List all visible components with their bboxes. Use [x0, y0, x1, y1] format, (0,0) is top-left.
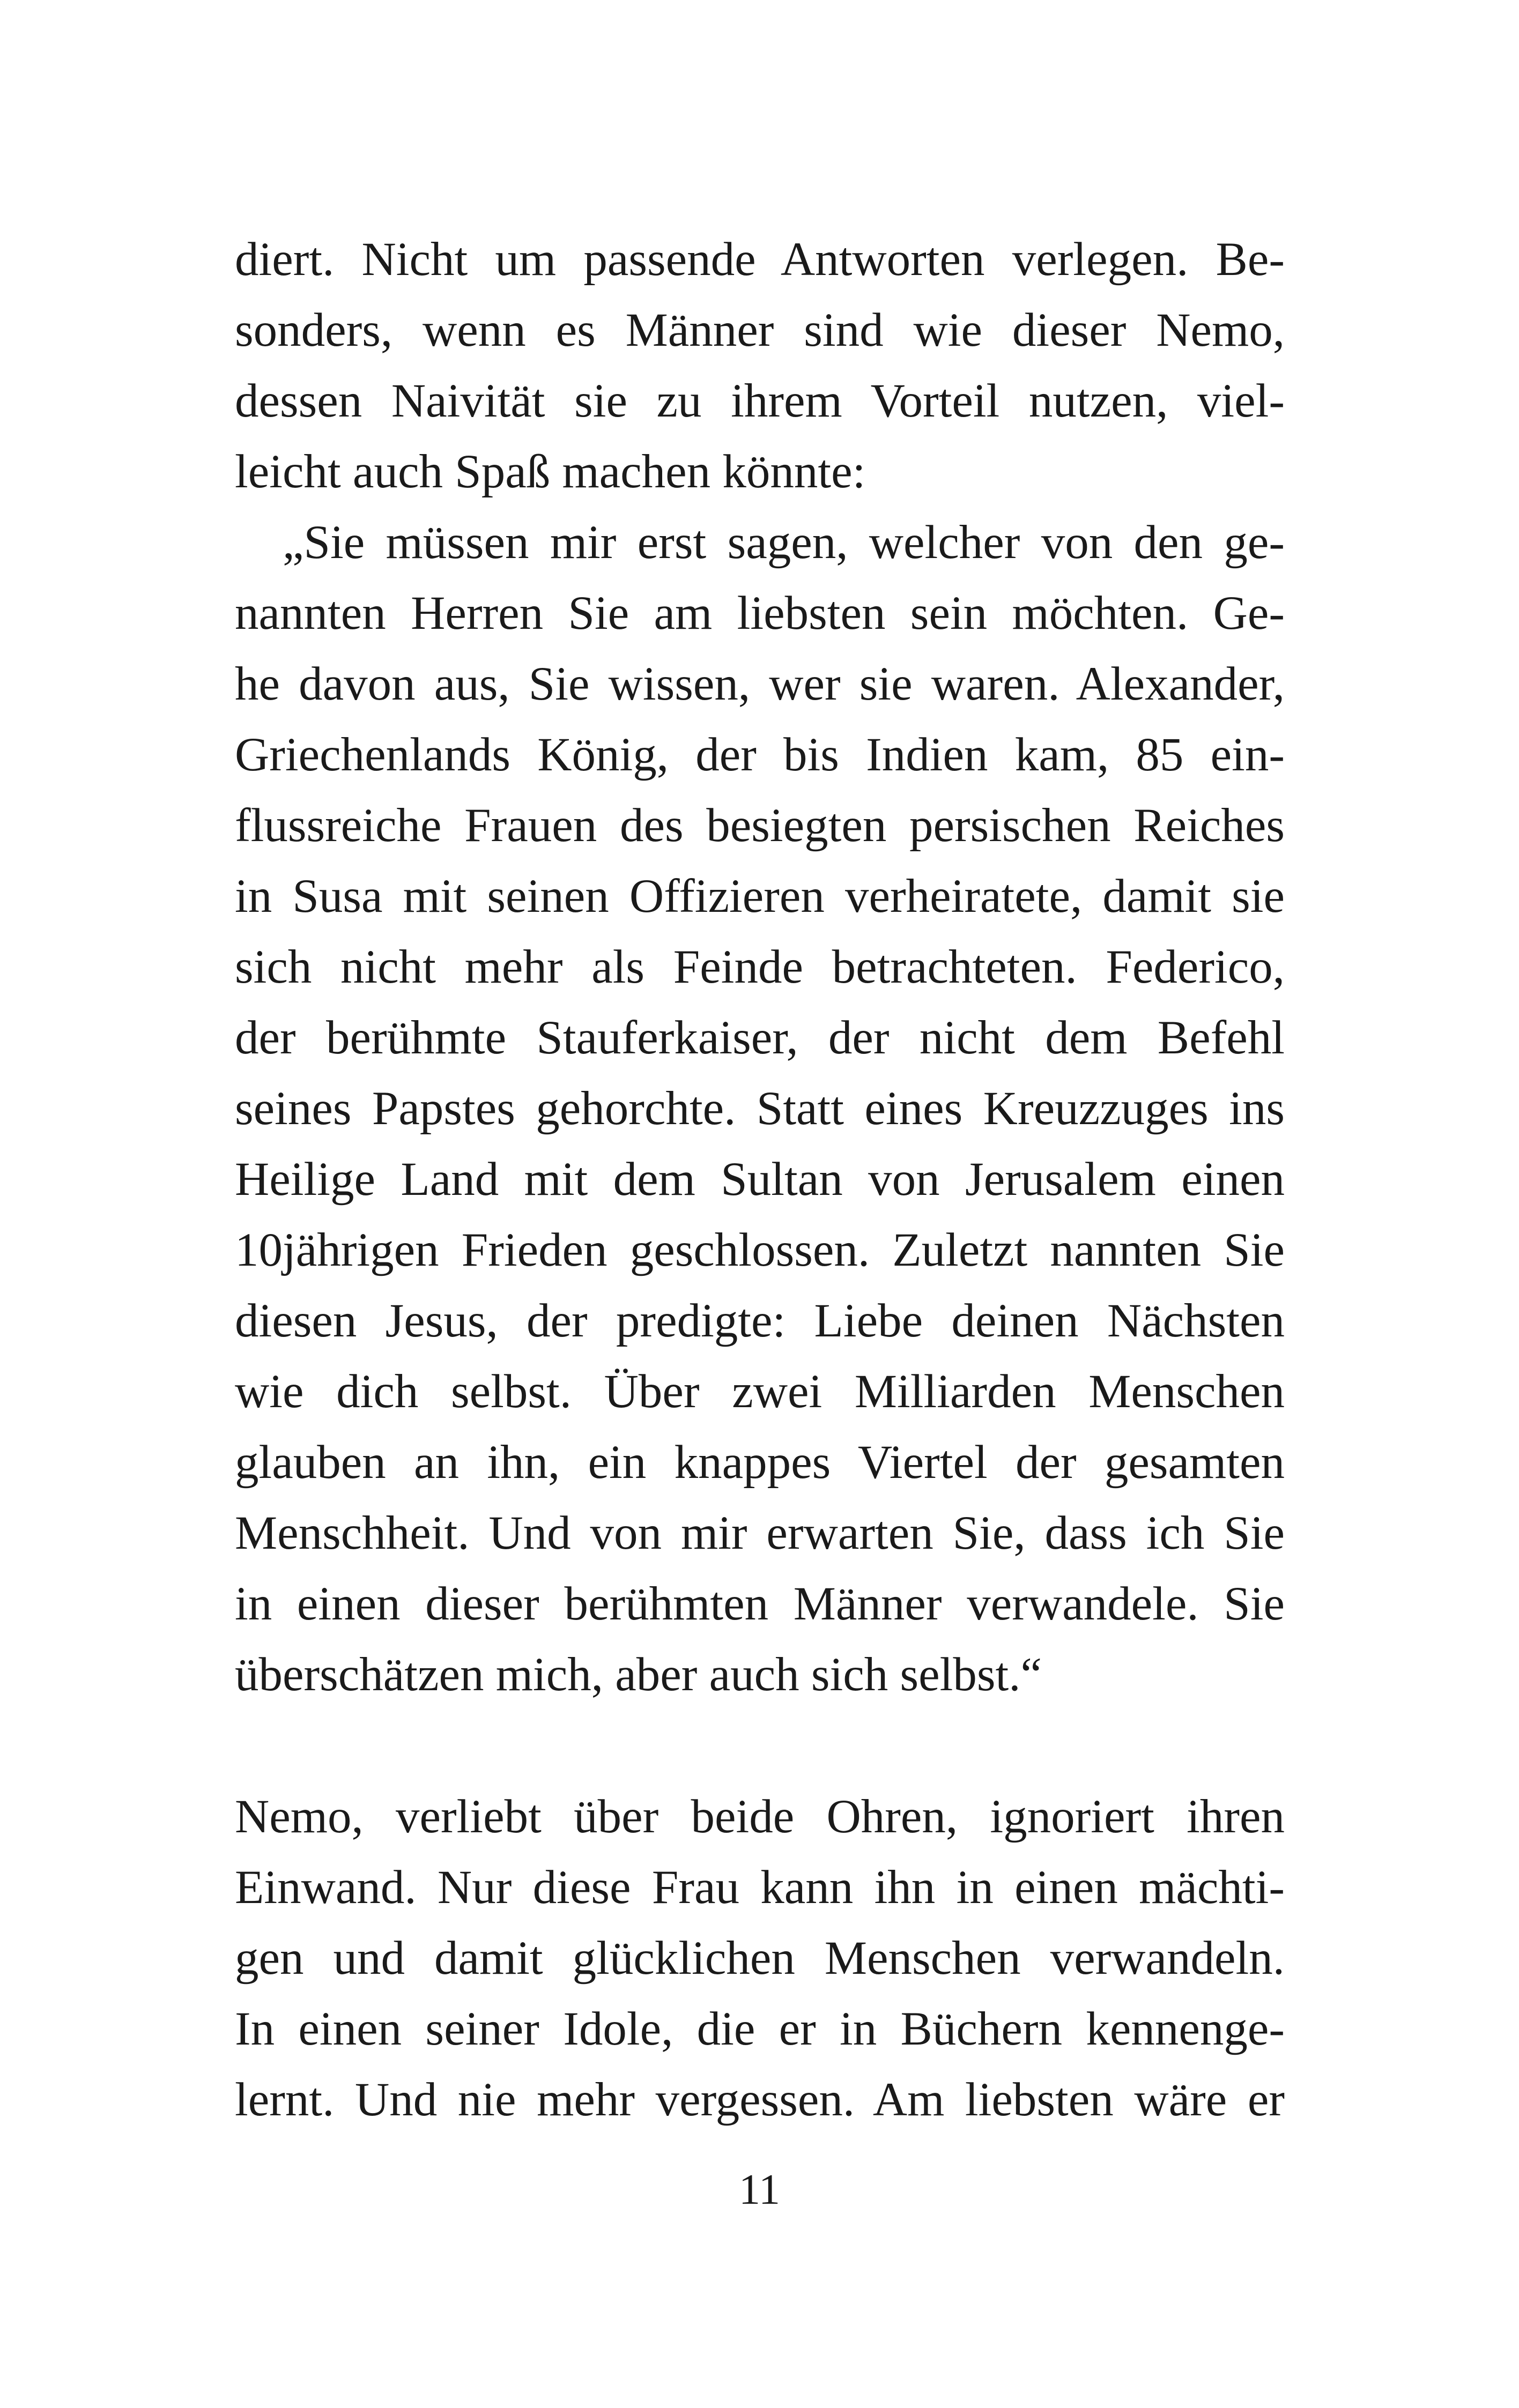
text-line: nannten Herren Sie am liebsten sein möchten. Ge- [235, 587, 1285, 640]
text-line: der berühmte Stauferkaiser, der nicht dem Befehl [235, 1012, 1285, 1064]
text-line: Menschheit. Und von mir erwarten Sie, dass ich Sie [235, 1507, 1285, 1559]
text-line: in einen dieser berühmten Männer verwandele. Sie [235, 1578, 1285, 1630]
text-line: lernt. Und nie mehr vergessen. Am liebsten wäre er [235, 2073, 1285, 2126]
text-line: seines Papstes gehorchte. Statt eines Kreuzzuges ins [235, 1082, 1285, 1135]
text-line: diert. Nicht um passende Antworten verlegen. Be- [235, 233, 1285, 286]
page-number: 11 [738, 2166, 781, 2213]
text-line: dessen Naivität sie zu ihrem Vorteil nutzen, viel- [235, 375, 1285, 427]
text-block-bottom [235, 1781, 1285, 2135]
text-block-top [235, 224, 1285, 1710]
text-line: glauben an ihn, ein knappes Viertel der gesamten [235, 1436, 1285, 1489]
text-line: gen und damit glücklichen Menschen verwandeln. [235, 1932, 1285, 1985]
text-line: wie dich selbst. Über zwei Milliarden Menschen [235, 1365, 1285, 1418]
text-line: Einwand. Nur diese Frau kann ihn in einen mächti- [235, 1861, 1285, 1914]
text-line: flussreiche Frauen des besiegten persischen Reiches [235, 799, 1285, 852]
text-line: Nemo, verliebt über beide Ohren, ignoriert ihren [235, 1790, 1285, 1843]
text-line: überschätzen mich, aber auch sich selbst.“ [235, 1648, 1042, 1701]
text-line: sich nicht mehr als Feinde betrachteten. Federico, [235, 941, 1285, 993]
text-line: In einen seiner Idole, die er in Büchern kennenge- [235, 2003, 1285, 2055]
text-line: in Susa mit seinen Offizieren verheiratete, damit sie [235, 870, 1285, 923]
text-line: sonders, wenn es Männer sind wie dieser Nemo, [235, 304, 1285, 356]
text-line: leicht auch Spaß machen könnte: [235, 445, 866, 498]
text-line: Griechenlands König, der bis Indien kam, 85 ein- [235, 729, 1285, 781]
text-line: „Sie müssen mir erst sagen, welcher von den ge- [283, 516, 1285, 569]
text-line: diesen Jesus, der predigte: Liebe deinen Nächsten [235, 1295, 1285, 1347]
text-line: 10jährigen Frieden geschlossen. Zuletzt nannten Sie [235, 1224, 1285, 1276]
text-line: Heilige Land mit dem Sultan von Jerusalem einen [235, 1153, 1285, 1206]
text-line: he davon aus, Sie wissen, wer sie waren. Alexander, [235, 658, 1285, 710]
